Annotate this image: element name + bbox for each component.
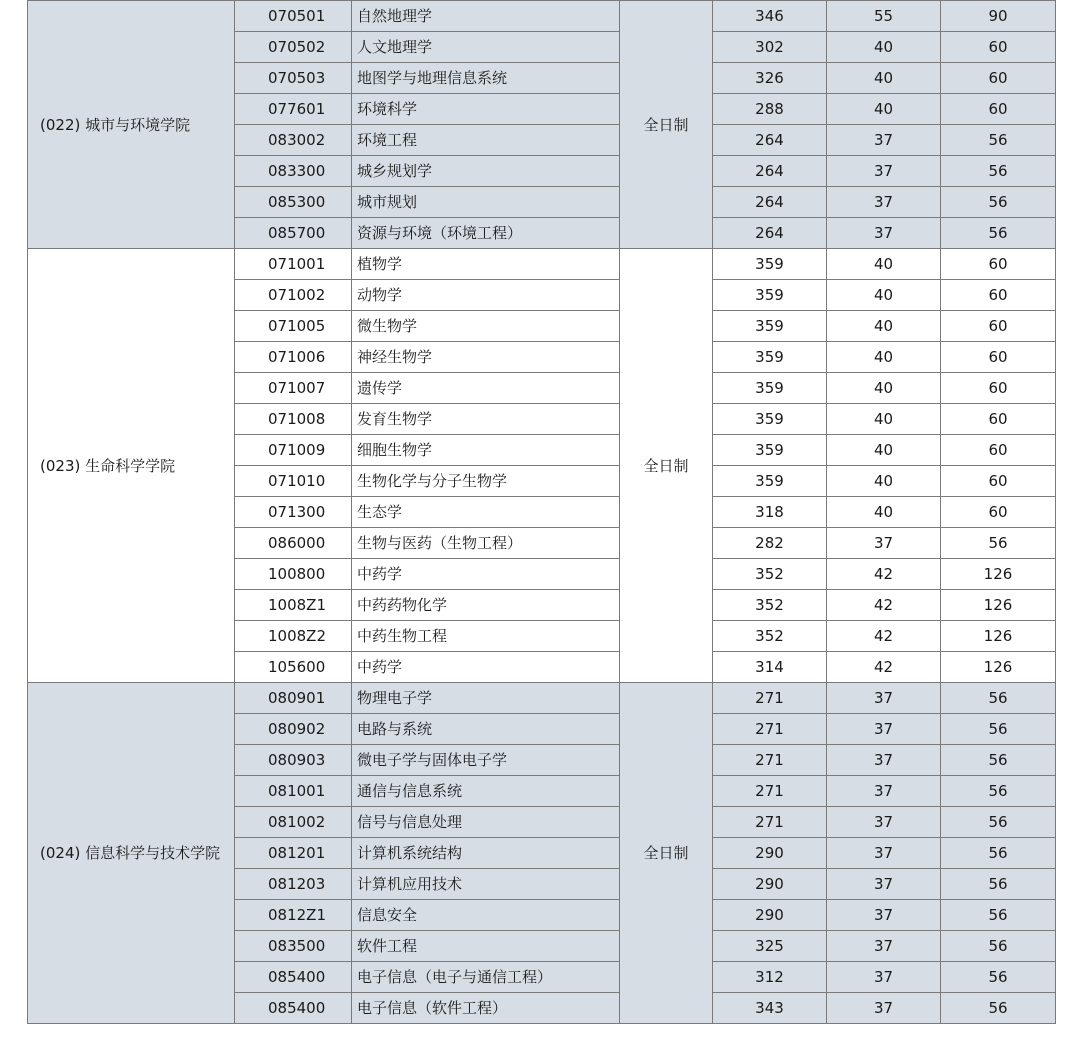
- single-score-a-cell: 37: [827, 962, 941, 993]
- total-score-cell: 290: [713, 900, 827, 931]
- major-name-cell: 生物与医药（生物工程）: [352, 528, 620, 559]
- major-name-cell: 计算机系统结构: [352, 838, 620, 869]
- single-score-b-cell: 56: [941, 807, 1056, 838]
- total-score-cell: 325: [713, 931, 827, 962]
- total-score-cell: 359: [713, 435, 827, 466]
- single-score-a-cell: 40: [827, 435, 941, 466]
- total-score-cell: 288: [713, 94, 827, 125]
- major-name-cell: 环境工程: [352, 125, 620, 156]
- college-group: [28, 249, 1056, 683]
- major-code-cell: 083500: [235, 931, 352, 962]
- single-score-b-cell: 56: [941, 993, 1056, 1024]
- total-score-cell: 359: [713, 280, 827, 311]
- single-score-b-cell: 56: [941, 745, 1056, 776]
- major-code-cell: 070502: [235, 32, 352, 63]
- single-score-b-cell: 60: [941, 94, 1056, 125]
- major-name-cell: 电子信息（电子与通信工程）: [352, 962, 620, 993]
- major-code-cell: 1008Z1: [235, 590, 352, 621]
- total-score-cell: 359: [713, 249, 827, 280]
- major-name-cell: 中药生物工程: [352, 621, 620, 652]
- major-code-cell: 071300: [235, 497, 352, 528]
- total-score-cell: 359: [713, 404, 827, 435]
- total-score-cell: 359: [713, 466, 827, 497]
- single-score-b-cell: 56: [941, 187, 1056, 218]
- major-code-cell: 077601: [235, 94, 352, 125]
- single-score-a-cell: 40: [827, 342, 941, 373]
- major-code-cell: 071007: [235, 373, 352, 404]
- major-name-cell: 信息安全: [352, 900, 620, 931]
- single-score-b-cell: 56: [941, 156, 1056, 187]
- major-name-cell: 城市规划: [352, 187, 620, 218]
- total-score-cell: 312: [713, 962, 827, 993]
- total-score-cell: 352: [713, 559, 827, 590]
- total-score-cell: 352: [713, 590, 827, 621]
- single-score-a-cell: 40: [827, 280, 941, 311]
- total-score-cell: 346: [713, 1, 827, 32]
- college-name-cell: (023) 生命科学学院: [28, 249, 235, 683]
- major-name-cell: 地图学与地理信息系统: [352, 63, 620, 94]
- single-score-a-cell: 37: [827, 125, 941, 156]
- study-mode-cell: 全日制: [620, 683, 713, 1024]
- major-name-cell: 自然地理学: [352, 1, 620, 32]
- major-name-cell: 植物学: [352, 249, 620, 280]
- total-score-cell: 352: [713, 621, 827, 652]
- single-score-a-cell: 37: [827, 745, 941, 776]
- single-score-a-cell: 37: [827, 900, 941, 931]
- single-score-a-cell: 37: [827, 187, 941, 218]
- single-score-b-cell: 60: [941, 249, 1056, 280]
- major-name-cell: 城乡规划学: [352, 156, 620, 187]
- major-name-cell: 遗传学: [352, 373, 620, 404]
- major-code-cell: 081201: [235, 838, 352, 869]
- study-mode-cell: 全日制: [620, 249, 713, 683]
- single-score-a-cell: 37: [827, 156, 941, 187]
- single-score-a-cell: 37: [827, 776, 941, 807]
- single-score-a-cell: 40: [827, 32, 941, 63]
- single-score-b-cell: 60: [941, 280, 1056, 311]
- single-score-b-cell: 126: [941, 559, 1056, 590]
- major-name-cell: 物理电子学: [352, 683, 620, 714]
- major-name-cell: 动物学: [352, 280, 620, 311]
- major-name-cell: 电子信息（软件工程）: [352, 993, 620, 1024]
- single-score-a-cell: 42: [827, 559, 941, 590]
- single-score-a-cell: 42: [827, 590, 941, 621]
- major-code-cell: 0812Z1: [235, 900, 352, 931]
- total-score-cell: 264: [713, 125, 827, 156]
- major-code-cell: 085400: [235, 993, 352, 1024]
- single-score-b-cell: 56: [941, 962, 1056, 993]
- single-score-a-cell: 55: [827, 1, 941, 32]
- college-group: [28, 1, 1056, 249]
- total-score-cell: 359: [713, 342, 827, 373]
- single-score-b-cell: 60: [941, 342, 1056, 373]
- single-score-b-cell: 60: [941, 373, 1056, 404]
- total-score-cell: 318: [713, 497, 827, 528]
- major-name-cell: 生物化学与分子生物学: [352, 466, 620, 497]
- major-code-cell: 085400: [235, 962, 352, 993]
- single-score-b-cell: 60: [941, 32, 1056, 63]
- total-score-cell: 271: [713, 776, 827, 807]
- single-score-b-cell: 60: [941, 63, 1056, 94]
- major-code-cell: 070503: [235, 63, 352, 94]
- single-score-b-cell: 90: [941, 1, 1056, 32]
- major-code-cell: 080902: [235, 714, 352, 745]
- single-score-a-cell: 37: [827, 683, 941, 714]
- single-score-b-cell: 60: [941, 404, 1056, 435]
- single-score-b-cell: 56: [941, 125, 1056, 156]
- total-score-cell: 359: [713, 373, 827, 404]
- single-score-b-cell: 56: [941, 838, 1056, 869]
- single-score-a-cell: 40: [827, 94, 941, 125]
- major-name-cell: 发育生物学: [352, 404, 620, 435]
- major-code-cell: 071001: [235, 249, 352, 280]
- major-code-cell: 071008: [235, 404, 352, 435]
- total-score-cell: 271: [713, 745, 827, 776]
- study-mode-cell: 全日制: [620, 1, 713, 249]
- table-row: [28, 249, 1056, 280]
- single-score-b-cell: 56: [941, 528, 1056, 559]
- major-code-cell: 070501: [235, 1, 352, 32]
- major-name-cell: 中药药物化学: [352, 590, 620, 621]
- major-name-cell: 微电子学与固体电子学: [352, 745, 620, 776]
- major-name-cell: 资源与环境（环境工程）: [352, 218, 620, 249]
- major-code-cell: 071006: [235, 342, 352, 373]
- total-score-cell: 314: [713, 652, 827, 683]
- single-score-a-cell: 37: [827, 869, 941, 900]
- single-score-b-cell: 60: [941, 497, 1056, 528]
- major-code-cell: 071005: [235, 311, 352, 342]
- major-code-cell: 071009: [235, 435, 352, 466]
- single-score-a-cell: 37: [827, 528, 941, 559]
- major-code-cell: 105600: [235, 652, 352, 683]
- major-code-cell: 1008Z2: [235, 621, 352, 652]
- single-score-a-cell: 40: [827, 404, 941, 435]
- college-name-cell: (024) 信息科学与技术学院: [28, 683, 235, 1024]
- major-code-cell: 081203: [235, 869, 352, 900]
- major-name-cell: 软件工程: [352, 931, 620, 962]
- single-score-a-cell: 37: [827, 807, 941, 838]
- major-code-cell: 085300: [235, 187, 352, 218]
- major-code-cell: 086000: [235, 528, 352, 559]
- total-score-cell: 282: [713, 528, 827, 559]
- single-score-a-cell: 37: [827, 838, 941, 869]
- major-name-cell: 中药学: [352, 652, 620, 683]
- single-score-a-cell: 37: [827, 931, 941, 962]
- single-score-a-cell: 37: [827, 993, 941, 1024]
- single-score-b-cell: 60: [941, 435, 1056, 466]
- total-score-cell: 290: [713, 869, 827, 900]
- total-score-cell: 264: [713, 218, 827, 249]
- major-code-cell: 080903: [235, 745, 352, 776]
- college-group: [28, 683, 1056, 1024]
- major-code-cell: 081002: [235, 807, 352, 838]
- major-code-cell: 085700: [235, 218, 352, 249]
- major-name-cell: 微生物学: [352, 311, 620, 342]
- major-name-cell: 电路与系统: [352, 714, 620, 745]
- major-name-cell: 细胞生物学: [352, 435, 620, 466]
- major-name-cell: 通信与信息系统: [352, 776, 620, 807]
- total-score-cell: 343: [713, 993, 827, 1024]
- single-score-b-cell: 126: [941, 590, 1056, 621]
- total-score-cell: 271: [713, 714, 827, 745]
- single-score-b-cell: 126: [941, 652, 1056, 683]
- single-score-b-cell: 56: [941, 931, 1056, 962]
- total-score-cell: 264: [713, 156, 827, 187]
- table-row: [28, 683, 1056, 714]
- single-score-b-cell: 56: [941, 683, 1056, 714]
- single-score-b-cell: 60: [941, 466, 1056, 497]
- single-score-b-cell: 56: [941, 869, 1056, 900]
- single-score-a-cell: 42: [827, 652, 941, 683]
- score-table: [27, 0, 1056, 1024]
- single-score-b-cell: 60: [941, 311, 1056, 342]
- single-score-a-cell: 42: [827, 621, 941, 652]
- single-score-b-cell: 56: [941, 776, 1056, 807]
- single-score-b-cell: 126: [941, 621, 1056, 652]
- major-name-cell: 生态学: [352, 497, 620, 528]
- college-name-cell: (022) 城市与环境学院: [28, 1, 235, 249]
- major-code-cell: 071010: [235, 466, 352, 497]
- major-code-cell: 100800: [235, 559, 352, 590]
- table-row: [28, 1, 1056, 32]
- total-score-cell: 271: [713, 683, 827, 714]
- single-score-a-cell: 40: [827, 311, 941, 342]
- major-name-cell: 计算机应用技术: [352, 869, 620, 900]
- single-score-a-cell: 40: [827, 63, 941, 94]
- single-score-a-cell: 37: [827, 714, 941, 745]
- major-code-cell: 083300: [235, 156, 352, 187]
- total-score-cell: 264: [713, 187, 827, 218]
- total-score-cell: 271: [713, 807, 827, 838]
- major-code-cell: 080901: [235, 683, 352, 714]
- single-score-a-cell: 40: [827, 373, 941, 404]
- single-score-a-cell: 40: [827, 497, 941, 528]
- major-name-cell: 人文地理学: [352, 32, 620, 63]
- major-code-cell: 071002: [235, 280, 352, 311]
- total-score-cell: 290: [713, 838, 827, 869]
- single-score-a-cell: 40: [827, 249, 941, 280]
- major-code-cell: 083002: [235, 125, 352, 156]
- single-score-b-cell: 56: [941, 900, 1056, 931]
- total-score-cell: 302: [713, 32, 827, 63]
- single-score-a-cell: 37: [827, 218, 941, 249]
- major-name-cell: 环境科学: [352, 94, 620, 125]
- single-score-b-cell: 56: [941, 218, 1056, 249]
- major-name-cell: 神经生物学: [352, 342, 620, 373]
- major-code-cell: 081001: [235, 776, 352, 807]
- major-name-cell: 中药学: [352, 559, 620, 590]
- total-score-cell: 359: [713, 311, 827, 342]
- major-name-cell: 信号与信息处理: [352, 807, 620, 838]
- total-score-cell: 326: [713, 63, 827, 94]
- single-score-b-cell: 56: [941, 714, 1056, 745]
- single-score-a-cell: 40: [827, 466, 941, 497]
